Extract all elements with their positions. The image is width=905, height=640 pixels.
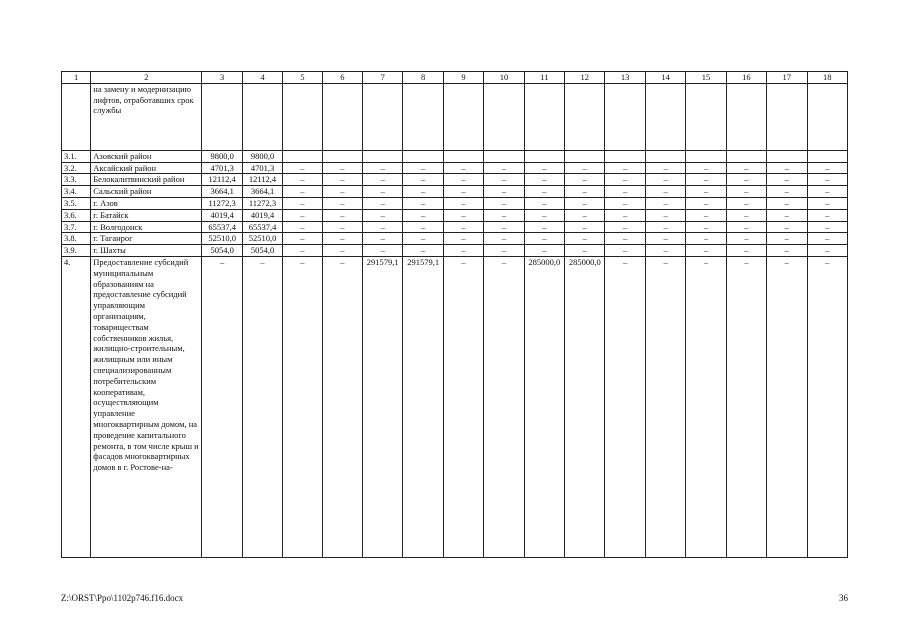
footer-file-path: Z:\ORST\Ppo\1102p746.f16.docx xyxy=(61,593,184,603)
header-row xyxy=(62,72,848,84)
value-cell xyxy=(807,150,848,162)
value-cell: – xyxy=(403,186,443,198)
header-cell: 17 xyxy=(767,72,807,84)
value-cell: – xyxy=(524,221,564,233)
header-cell: 11 xyxy=(524,72,564,84)
value-cell xyxy=(807,83,848,150)
value-cell: – xyxy=(283,256,322,557)
value-cell: – xyxy=(565,233,605,245)
header-cell: 8 xyxy=(403,72,443,84)
header-cell: 14 xyxy=(645,72,685,84)
value-cell: – xyxy=(807,174,848,186)
value-cell: 52510,0 xyxy=(202,233,242,245)
value-cell: – xyxy=(283,186,322,198)
value-cell: – xyxy=(565,221,605,233)
value-cell: 52510,0 xyxy=(242,233,282,245)
value-cell: – xyxy=(484,162,524,174)
value-cell: 4701,3 xyxy=(202,162,242,174)
value-cell: – xyxy=(322,233,362,245)
value-cell: – xyxy=(565,174,605,186)
value-cell: – xyxy=(686,162,726,174)
value-cell: – xyxy=(363,197,403,209)
value-cell: – xyxy=(565,209,605,221)
row-number-cell: 3.7. xyxy=(62,221,91,233)
value-cell: 3664,1 xyxy=(242,186,282,198)
value-cell: – xyxy=(322,209,362,221)
value-cell xyxy=(605,150,645,162)
table-row xyxy=(62,162,848,174)
table-row xyxy=(62,197,848,209)
value-cell: 12112,4 xyxy=(202,174,242,186)
value-cell xyxy=(403,83,443,150)
value-cell xyxy=(443,150,483,162)
value-cell: – xyxy=(363,209,403,221)
value-cell: – xyxy=(605,221,645,233)
value-cell: 285000,0 xyxy=(565,256,605,557)
value-cell: – xyxy=(645,162,685,174)
value-cell: – xyxy=(686,197,726,209)
row-name-cell: Предоставление субсидий муниципальным образованиям на предоставление субсидий управляющим организациям, товариществам собственников жилья, жилищно-строительным, жилищным или иным специализированным потребительским кооперативам, осуществляющим управление многоквартирным домом, на проведение капитального ремонта, в том числе крыш и фасадов многоквартирных домов в г. Ростове-на- xyxy=(91,256,202,557)
value-cell: – xyxy=(645,245,685,257)
value-cell: – xyxy=(807,186,848,198)
value-cell: – xyxy=(605,256,645,557)
value-cell: 3664,1 xyxy=(202,186,242,198)
value-cell xyxy=(645,83,685,150)
value-cell: – xyxy=(202,256,242,557)
value-cell: – xyxy=(767,186,807,198)
value-cell xyxy=(403,150,443,162)
table-row xyxy=(62,150,848,162)
value-cell: – xyxy=(484,174,524,186)
footer-page-number: 36 xyxy=(839,593,848,603)
header-cell: 12 xyxy=(565,72,605,84)
value-cell: – xyxy=(605,162,645,174)
row-number-cell: 3.8. xyxy=(62,233,91,245)
value-cell: – xyxy=(726,174,766,186)
value-cell: – xyxy=(524,162,564,174)
value-cell xyxy=(686,83,726,150)
value-cell xyxy=(322,83,362,150)
value-cell: 291579,1 xyxy=(363,256,403,557)
value-cell: – xyxy=(767,221,807,233)
value-cell: – xyxy=(605,245,645,257)
value-cell: – xyxy=(363,221,403,233)
continuation-row xyxy=(62,83,848,150)
header-cell: 10 xyxy=(484,72,524,84)
value-cell: – xyxy=(363,174,403,186)
value-cell xyxy=(484,83,524,150)
value-cell: – xyxy=(363,245,403,257)
row-number-cell: 3.5. xyxy=(62,197,91,209)
row-number-cell: 3.1. xyxy=(62,150,91,162)
value-cell: – xyxy=(645,209,685,221)
value-cell: – xyxy=(242,256,282,557)
row-name-cell: Белокалитвинский район xyxy=(91,174,202,186)
table-row xyxy=(62,209,848,221)
value-cell xyxy=(767,150,807,162)
value-cell: – xyxy=(322,256,362,557)
header-cell: 9 xyxy=(443,72,483,84)
value-cell: – xyxy=(283,221,322,233)
value-cell: – xyxy=(807,209,848,221)
row-name-cell: г. Таганрог xyxy=(91,233,202,245)
value-cell: – xyxy=(403,233,443,245)
value-cell: – xyxy=(686,256,726,557)
value-cell: – xyxy=(524,186,564,198)
value-cell xyxy=(484,150,524,162)
header-cell: 6 xyxy=(322,72,362,84)
row-number-cell: 3.4. xyxy=(62,186,91,198)
header-cell: 3 xyxy=(202,72,242,84)
value-cell: – xyxy=(767,174,807,186)
value-cell xyxy=(322,150,362,162)
value-cell: 5054,0 xyxy=(202,245,242,257)
value-cell: – xyxy=(403,221,443,233)
value-cell: – xyxy=(484,186,524,198)
value-cell: – xyxy=(484,256,524,557)
row-name-cell: г. Волгодонск xyxy=(91,221,202,233)
value-cell xyxy=(524,150,564,162)
value-cell xyxy=(202,83,242,150)
value-cell: – xyxy=(443,162,483,174)
row-name-cell: Сальский район xyxy=(91,186,202,198)
table-row xyxy=(62,256,848,557)
header-cell: 2 xyxy=(91,72,202,84)
value-cell: – xyxy=(686,209,726,221)
value-cell: – xyxy=(484,245,524,257)
value-cell: – xyxy=(726,162,766,174)
value-cell xyxy=(443,83,483,150)
value-cell: – xyxy=(524,197,564,209)
value-cell: – xyxy=(565,197,605,209)
header-cell: 1 xyxy=(62,72,91,84)
value-cell: 12112,4 xyxy=(242,174,282,186)
value-cell: – xyxy=(605,233,645,245)
row-number-cell: 3.2. xyxy=(62,162,91,174)
value-cell: – xyxy=(283,174,322,186)
value-cell xyxy=(726,83,766,150)
value-cell xyxy=(686,150,726,162)
value-cell: – xyxy=(726,256,766,557)
value-cell: – xyxy=(363,233,403,245)
header-cell: 16 xyxy=(726,72,766,84)
value-cell: – xyxy=(767,197,807,209)
header-cell: 15 xyxy=(686,72,726,84)
row-name-cell: на замену и модернизацию лифтов, отработавших срок службы xyxy=(91,83,202,150)
table-row xyxy=(62,245,848,257)
value-cell: – xyxy=(726,186,766,198)
value-cell: – xyxy=(767,209,807,221)
value-cell: – xyxy=(283,245,322,257)
value-cell: 11272,3 xyxy=(202,197,242,209)
value-cell: – xyxy=(484,209,524,221)
value-cell xyxy=(283,150,322,162)
value-cell: – xyxy=(443,174,483,186)
value-cell: – xyxy=(686,174,726,186)
value-cell: – xyxy=(443,221,483,233)
value-cell: – xyxy=(726,233,766,245)
value-cell: 11272,3 xyxy=(242,197,282,209)
value-cell: – xyxy=(443,233,483,245)
value-cell: – xyxy=(645,233,685,245)
value-cell xyxy=(242,83,282,150)
value-cell xyxy=(565,83,605,150)
value-cell: – xyxy=(403,174,443,186)
row-name-cell: г. Батайск xyxy=(91,209,202,221)
value-cell: – xyxy=(443,186,483,198)
value-cell: – xyxy=(645,221,685,233)
value-cell: – xyxy=(726,245,766,257)
value-cell: – xyxy=(524,233,564,245)
value-cell: – xyxy=(605,197,645,209)
value-cell: 4019,4 xyxy=(242,209,282,221)
value-cell: 291579,1 xyxy=(403,256,443,557)
value-cell: 5054,0 xyxy=(242,245,282,257)
value-cell xyxy=(565,150,605,162)
value-cell: – xyxy=(807,256,848,557)
value-cell: – xyxy=(605,174,645,186)
value-cell: – xyxy=(322,186,362,198)
value-cell: – xyxy=(726,197,766,209)
value-cell: 65537,4 xyxy=(242,221,282,233)
value-cell: – xyxy=(565,186,605,198)
row-number-cell: 3.3. xyxy=(62,174,91,186)
value-cell: – xyxy=(443,209,483,221)
row-name-cell: г. Шахты xyxy=(91,245,202,257)
value-cell: – xyxy=(767,256,807,557)
value-cell: 285000,0 xyxy=(524,256,564,557)
value-cell: – xyxy=(767,233,807,245)
value-cell: – xyxy=(283,197,322,209)
value-cell: – xyxy=(403,197,443,209)
value-cell xyxy=(767,83,807,150)
header-cell: 18 xyxy=(807,72,848,84)
value-cell: 4701,3 xyxy=(242,162,282,174)
value-cell: – xyxy=(443,245,483,257)
value-cell: – xyxy=(726,221,766,233)
row-number-cell: 3.9. xyxy=(62,245,91,257)
header-cell: 5 xyxy=(283,72,322,84)
header-cell: 13 xyxy=(605,72,645,84)
value-cell: – xyxy=(363,162,403,174)
value-cell: – xyxy=(686,221,726,233)
value-cell: – xyxy=(807,233,848,245)
value-cell: – xyxy=(283,233,322,245)
value-cell: – xyxy=(605,209,645,221)
value-cell xyxy=(605,83,645,150)
value-cell: – xyxy=(403,162,443,174)
table-row xyxy=(62,186,848,198)
value-cell xyxy=(363,150,403,162)
table-row xyxy=(62,221,848,233)
row-number-cell: 3.6. xyxy=(62,209,91,221)
value-cell: – xyxy=(443,197,483,209)
value-cell: – xyxy=(484,221,524,233)
value-cell xyxy=(363,83,403,150)
table-row xyxy=(62,233,848,245)
value-cell: – xyxy=(807,245,848,257)
value-cell: – xyxy=(283,209,322,221)
value-cell: – xyxy=(524,174,564,186)
value-cell: 65537,4 xyxy=(202,221,242,233)
value-cell: – xyxy=(686,186,726,198)
value-cell: – xyxy=(443,256,483,557)
value-cell: – xyxy=(686,233,726,245)
value-cell xyxy=(283,83,322,150)
value-cell: – xyxy=(283,162,322,174)
row-name-cell: Аксайский район xyxy=(91,162,202,174)
value-cell: – xyxy=(484,197,524,209)
value-cell: – xyxy=(807,221,848,233)
value-cell: – xyxy=(322,221,362,233)
value-cell: – xyxy=(767,245,807,257)
value-cell: 4019,4 xyxy=(202,209,242,221)
header-cell: 7 xyxy=(363,72,403,84)
value-cell: – xyxy=(686,245,726,257)
value-cell: – xyxy=(363,186,403,198)
value-cell: – xyxy=(565,245,605,257)
value-cell xyxy=(645,150,685,162)
value-cell: – xyxy=(645,186,685,198)
value-cell: – xyxy=(645,197,685,209)
value-cell: – xyxy=(403,209,443,221)
row-number-cell: 4. xyxy=(62,256,91,557)
value-cell: – xyxy=(807,162,848,174)
value-cell: – xyxy=(726,209,766,221)
budget-table xyxy=(61,71,848,558)
value-cell: 9800,0 xyxy=(242,150,282,162)
value-cell: – xyxy=(524,245,564,257)
value-cell: – xyxy=(524,209,564,221)
value-cell: – xyxy=(322,162,362,174)
value-cell: – xyxy=(807,197,848,209)
value-cell: – xyxy=(767,162,807,174)
value-cell: – xyxy=(645,256,685,557)
value-cell: 9800,0 xyxy=(202,150,242,162)
header-cell: 4 xyxy=(242,72,282,84)
value-cell xyxy=(726,150,766,162)
value-cell xyxy=(524,83,564,150)
row-name-cell: г. Азов xyxy=(91,197,202,209)
row-name-cell: Азовский район xyxy=(91,150,202,162)
value-cell: – xyxy=(484,233,524,245)
value-cell: – xyxy=(565,162,605,174)
value-cell: – xyxy=(605,186,645,198)
table-row xyxy=(62,174,848,186)
value-cell: – xyxy=(322,174,362,186)
value-cell: – xyxy=(403,245,443,257)
value-cell: – xyxy=(645,174,685,186)
row-number-cell xyxy=(62,83,91,150)
value-cell: – xyxy=(322,245,362,257)
value-cell: – xyxy=(322,197,362,209)
